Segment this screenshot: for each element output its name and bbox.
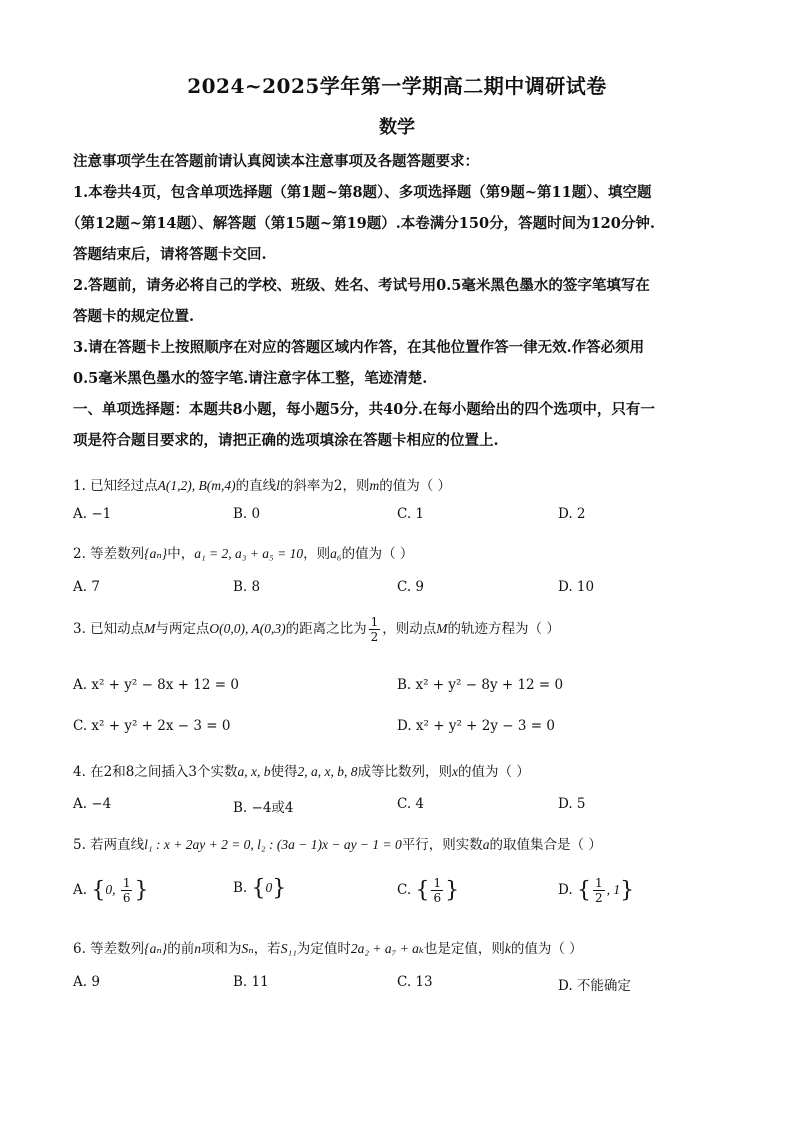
q6-option-a: A. 9 bbox=[73, 974, 100, 990]
q1-option-d: D. 2 bbox=[558, 506, 586, 522]
q6-option-d: D. 不能确定 bbox=[558, 978, 631, 994]
question-1-stem: 1. 已知经过点A(1,2), B(m,4)的直线l的斜率为2，则m的值为（ ） bbox=[73, 478, 452, 494]
q2-option-b: B. 8 bbox=[233, 579, 261, 595]
q3-option-d: D. x² + y² + 2y − 3 = 0 bbox=[397, 718, 555, 734]
q3-option-a: A. x² + y² − 8x + 12 = 0 bbox=[73, 677, 239, 693]
q4-option-b: B. −4或4 bbox=[233, 800, 294, 816]
q4-option-d: D. 5 bbox=[558, 796, 586, 812]
question-3-stem: 3. 已知动点M与两定点O(0,0), A(0,3)的距离之比为 $\frac{1}{2}$ ，则动点M的轨迹方程为（ ） bbox=[73, 615, 560, 644]
q1-option-c: C. 1 bbox=[397, 506, 425, 522]
q3-option-c: C. x² + y² + 2x − 3 = 0 bbox=[73, 718, 231, 734]
q2-option-a: A. 7 bbox=[73, 579, 100, 595]
exam-title: 2024~2025学年第一学期高二期中调研试卷 bbox=[187, 74, 607, 98]
q2-option-d: D. 10 bbox=[558, 579, 595, 595]
q1-option-b: B. 0 bbox=[233, 506, 261, 522]
subject-title: 数学 bbox=[379, 117, 415, 138]
q5-option-d: D. { $\frac{1}{2}$ , 1} bbox=[558, 876, 635, 905]
question-5-stem: 5. 若两直线l₁ : x + 2ay + 2 = 0, l₂ : (3a − 1)x − ay − 1 = 0平行，则实数a的取值集合是（ ） bbox=[73, 837, 602, 853]
q6-option-b: B. 11 bbox=[233, 974, 269, 990]
q4-option-a: A. −4 bbox=[73, 796, 112, 812]
notice-item1-line2: （第12题~第14题）、解答题（第15题~第19题）.本卷满分150分，答题时间为120分钟. bbox=[66, 215, 655, 232]
q4-option-c: C. 4 bbox=[397, 796, 425, 812]
q5-option-a: A. {0, $\frac{1}{6}$ } bbox=[73, 876, 149, 905]
notice-item3-line2: 0.5毫米黑色墨水的签字笔.请注意字体工整，笔迹清楚. bbox=[73, 370, 428, 387]
notice-heading: 注意事项学生在答题前请认真阅读本注意事项及各题答题要求： bbox=[73, 153, 479, 170]
section1-line2: 项是符合题目要求的，请把正确的选项填涂在答题卡相应的位置上. bbox=[73, 432, 499, 449]
q3-option-b: B. x² + y² − 8y + 12 = 0 bbox=[397, 677, 564, 693]
q5-option-c: C. { $\frac{1}{6}$ } bbox=[397, 876, 460, 905]
notice-item2-line1: 2.答题前，请务必将自己的学校、班级、姓名、考试号用0.5毫米黑色墨水的签字笔填写在 bbox=[73, 277, 650, 294]
question-4-stem: 4. 在2和8之间插入3个实数a, x, b使得2, a, x, b, 8成等比数列，则x的值为（ ） bbox=[73, 764, 530, 780]
question-2-stem: 2. 等差数列{aₙ}中，a₁ = 2, a₃ + a₅ = 10，则a₆的值为（ ） bbox=[73, 546, 414, 562]
q1-option-a: A. −1 bbox=[73, 506, 112, 522]
notice-item2-line2: 答题卡的规定位置. bbox=[73, 308, 195, 325]
section1-line1: 一、单项选择题：本题共8小题，每小题5分，共40分.在每小题给出的四个选项中，只有一 bbox=[73, 401, 655, 418]
q6-option-c: C. 13 bbox=[397, 974, 433, 990]
question-6-stem: 6. 等差数列{aₙ}的前n项和为Sₙ，若S₁₁为定值时2a₂ + a₇ + aₖ也是定值，则k的值为（ ） bbox=[73, 941, 583, 957]
notice-item1-line3: 答题结束后，请将答题卡交回. bbox=[73, 246, 267, 263]
q5-option-b: B. {0} bbox=[233, 876, 287, 901]
notice-item1-line1: 1.本卷共4页，包含单项选择题（第1题~第8题）、多项选择题（第9题~第11题）、填空题 bbox=[73, 184, 652, 201]
notice-item3-line1: 3.请在答题卡上按照顺序在对应的答题区域内作答，在其他位置作答一律无效.作答必须用 bbox=[73, 339, 645, 356]
ratio-fraction: $\frac{1}{2}$ bbox=[370, 615, 379, 644]
q2-option-c: C. 9 bbox=[397, 579, 425, 595]
